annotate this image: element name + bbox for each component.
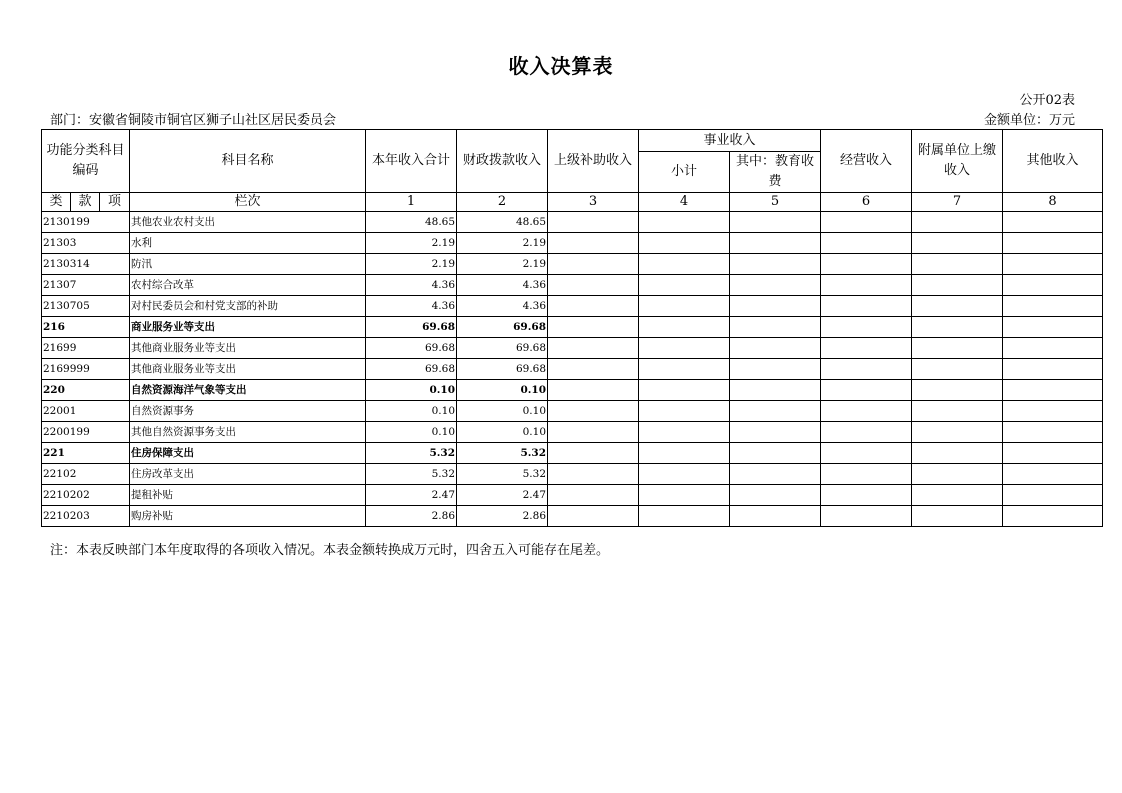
footnote: 注：本表反映部门本年度取得的各项收入情况。本表金额转换成万元时，四舍五入可能存在尾差。: [50, 543, 610, 558]
header-other-income: 其他收入: [1003, 130, 1103, 193]
row-operating-income: [821, 212, 912, 233]
col-num-2: 2: [457, 193, 548, 212]
row-business-subtotal: [639, 422, 730, 443]
row-edu-fees: [730, 443, 821, 464]
row-affiliated-turnover: [912, 380, 1003, 401]
row-business-subtotal: [639, 233, 730, 254]
table-row: [42, 338, 1103, 359]
header-edu-fees: 其中：教育收费: [730, 152, 821, 193]
row-affiliated-turnover: [912, 506, 1003, 527]
row-business-subtotal: [639, 317, 730, 338]
header-business-income: 事业收入: [639, 130, 821, 152]
header-subject-name: 科目名称: [130, 130, 366, 193]
row-affiliated-turnover: [912, 317, 1003, 338]
row-edu-fees: [730, 422, 821, 443]
row-superior-subsidy: [548, 464, 639, 485]
row-other-income: [1003, 233, 1103, 254]
col-num-3: 3: [548, 193, 639, 212]
row-operating-income: [821, 233, 912, 254]
row-affiliated-turnover: [912, 359, 1003, 380]
row-total-income: 69.68: [366, 317, 457, 338]
row-total-income: 2.19: [366, 254, 457, 275]
table-row: [42, 254, 1103, 275]
row-business-subtotal: [639, 464, 730, 485]
row-fiscal-grant: 4.36: [457, 275, 548, 296]
row-total-income: 69.68: [366, 338, 457, 359]
row-code: 2169999: [42, 359, 130, 380]
row-operating-income: [821, 275, 912, 296]
row-affiliated-turnover: [912, 212, 1003, 233]
row-fiscal-grant: 69.68: [457, 338, 548, 359]
table-row: [42, 212, 1103, 233]
row-other-income: [1003, 464, 1103, 485]
page-title: 收入决算表: [508, 54, 614, 78]
row-total-income: 2.86: [366, 506, 457, 527]
row-business-subtotal: [639, 401, 730, 422]
row-fiscal-grant: 69.68: [457, 359, 548, 380]
row-code: 2130314: [42, 254, 130, 275]
row-edu-fees: [730, 254, 821, 275]
row-fiscal-grant: 2.19: [457, 233, 548, 254]
row-subject-name: 对村民委员会和村党支部的补助: [130, 296, 366, 317]
col-num-7: 7: [912, 193, 1003, 212]
row-edu-fees: [730, 506, 821, 527]
row-code: 21307: [42, 275, 130, 296]
row-business-subtotal: [639, 212, 730, 233]
row-edu-fees: [730, 212, 821, 233]
row-total-income: 2.19: [366, 233, 457, 254]
row-subject-name: 其他商业服务业等支出: [130, 338, 366, 359]
row-fiscal-grant: 69.68: [457, 317, 548, 338]
row-business-subtotal: [639, 338, 730, 359]
col-num-5: 5: [730, 193, 821, 212]
row-affiliated-turnover: [912, 233, 1003, 254]
row-edu-fees: [730, 401, 821, 422]
row-superior-subsidy: [548, 380, 639, 401]
row-operating-income: [821, 380, 912, 401]
row-superior-subsidy: [548, 338, 639, 359]
row-business-subtotal: [639, 506, 730, 527]
row-code: 2210203: [42, 506, 130, 527]
row-other-income: [1003, 317, 1103, 338]
row-edu-fees: [730, 338, 821, 359]
row-total-income: 4.36: [366, 296, 457, 317]
row-code: 221: [42, 443, 130, 464]
row-operating-income: [821, 338, 912, 359]
row-business-subtotal: [639, 275, 730, 296]
row-superior-subsidy: [548, 401, 639, 422]
row-subject-name: 其他商业服务业等支出: [130, 359, 366, 380]
header-func-code: 功能分类科目编码: [42, 130, 130, 193]
table-row: [42, 506, 1103, 527]
row-other-income: [1003, 296, 1103, 317]
row-total-income: 2.47: [366, 485, 457, 506]
row-other-income: [1003, 443, 1103, 464]
row-superior-subsidy: [548, 317, 639, 338]
row-other-income: [1003, 212, 1103, 233]
row-other-income: [1003, 506, 1103, 527]
row-subject-name: 商业服务业等支出: [130, 317, 366, 338]
header-operating-income: 经营收入: [821, 130, 912, 193]
row-edu-fees: [730, 380, 821, 401]
row-edu-fees: [730, 485, 821, 506]
row-subject-name: 提租补贴: [130, 485, 366, 506]
row-total-income: 0.10: [366, 380, 457, 401]
row-fiscal-grant: 2.86: [457, 506, 548, 527]
row-operating-income: [821, 506, 912, 527]
header-total-income: 本年收入合计: [366, 130, 457, 193]
row-subject-name: 防汛: [130, 254, 366, 275]
row-total-income: 69.68: [366, 359, 457, 380]
row-subject-name: 购房补贴: [130, 506, 366, 527]
row-superior-subsidy: [548, 296, 639, 317]
row-code: 2130199: [42, 212, 130, 233]
table-row: [42, 443, 1103, 464]
row-code: 2210202: [42, 485, 130, 506]
row-subject-name: 其他自然资源事务支出: [130, 422, 366, 443]
row-other-income: [1003, 485, 1103, 506]
row-superior-subsidy: [548, 359, 639, 380]
row-code: 21303: [42, 233, 130, 254]
table-row: [42, 422, 1103, 443]
row-fiscal-grant: 5.32: [457, 464, 548, 485]
header-lei: 类: [42, 193, 71, 212]
col-num-8: 8: [1003, 193, 1103, 212]
row-business-subtotal: [639, 254, 730, 275]
row-other-income: [1003, 380, 1103, 401]
row-edu-fees: [730, 233, 821, 254]
row-total-income: 48.65: [366, 212, 457, 233]
row-code: 2200199: [42, 422, 130, 443]
row-operating-income: [821, 317, 912, 338]
row-affiliated-turnover: [912, 443, 1003, 464]
col-num-1: 1: [366, 193, 457, 212]
row-fiscal-grant: 48.65: [457, 212, 548, 233]
row-business-subtotal: [639, 380, 730, 401]
row-operating-income: [821, 254, 912, 275]
row-total-income: 0.10: [366, 401, 457, 422]
row-other-income: [1003, 275, 1103, 296]
table-row: [42, 296, 1103, 317]
row-superior-subsidy: [548, 443, 639, 464]
row-fiscal-grant: 0.10: [457, 380, 548, 401]
row-code: 2130705: [42, 296, 130, 317]
table-number: 公开02表: [1019, 93, 1075, 108]
table-row: [42, 401, 1103, 422]
row-superior-subsidy: [548, 212, 639, 233]
row-affiliated-turnover: [912, 422, 1003, 443]
row-subject-name: 其他农业农村支出: [130, 212, 366, 233]
header-xiang: 项: [100, 193, 130, 212]
row-operating-income: [821, 443, 912, 464]
col-num-4: 4: [639, 193, 730, 212]
row-fiscal-grant: 0.10: [457, 422, 548, 443]
row-superior-subsidy: [548, 233, 639, 254]
row-affiliated-turnover: [912, 464, 1003, 485]
row-other-income: [1003, 254, 1103, 275]
row-affiliated-turnover: [912, 254, 1003, 275]
row-operating-income: [821, 464, 912, 485]
row-code: 22001: [42, 401, 130, 422]
header-affiliated-turnover: 附属单位上缴收入: [912, 130, 1003, 193]
row-superior-subsidy: [548, 422, 639, 443]
row-other-income: [1003, 338, 1103, 359]
col-num-6: 6: [821, 193, 912, 212]
row-superior-subsidy: [548, 485, 639, 506]
income-table: [41, 129, 1103, 527]
row-superior-subsidy: [548, 275, 639, 296]
row-fiscal-grant: 2.19: [457, 254, 548, 275]
table-row: [42, 380, 1103, 401]
header-column-order: 栏次: [130, 193, 366, 212]
row-edu-fees: [730, 275, 821, 296]
row-subject-name: 水利: [130, 233, 366, 254]
row-operating-income: [821, 296, 912, 317]
table-row: [42, 359, 1103, 380]
row-code: 220: [42, 380, 130, 401]
row-subject-name: 自然资源海洋气象等支出: [130, 380, 366, 401]
row-subject-name: 自然资源事务: [130, 401, 366, 422]
header-kuan: 款: [71, 193, 100, 212]
row-edu-fees: [730, 359, 821, 380]
table-row: [42, 275, 1103, 296]
row-fiscal-grant: 2.47: [457, 485, 548, 506]
amount-unit-label: 金额单位：万元: [983, 113, 1075, 128]
row-superior-subsidy: [548, 254, 639, 275]
row-affiliated-turnover: [912, 296, 1003, 317]
row-affiliated-turnover: [912, 401, 1003, 422]
row-total-income: 4.36: [366, 275, 457, 296]
row-edu-fees: [730, 464, 821, 485]
row-affiliated-turnover: [912, 275, 1003, 296]
row-business-subtotal: [639, 359, 730, 380]
row-other-income: [1003, 401, 1103, 422]
row-subject-name: 农村综合改革: [130, 275, 366, 296]
row-business-subtotal: [639, 485, 730, 506]
row-edu-fees: [730, 317, 821, 338]
row-edu-fees: [730, 296, 821, 317]
row-subject-name: 住房保障支出: [130, 443, 366, 464]
row-fiscal-grant: 4.36: [457, 296, 548, 317]
department-label: 部门：安徽省铜陵市铜官区狮子山社区居民委员会: [50, 113, 337, 128]
header-subtotal: 小计: [639, 152, 730, 193]
row-operating-income: [821, 401, 912, 422]
row-fiscal-grant: 5.32: [457, 443, 548, 464]
row-code: 216: [42, 317, 130, 338]
row-affiliated-turnover: [912, 338, 1003, 359]
table-row: [42, 317, 1103, 338]
row-subject-name: 住房改革支出: [130, 464, 366, 485]
header-superior-subsidy: 上级补助收入: [548, 130, 639, 193]
row-code: 21699: [42, 338, 130, 359]
row-affiliated-turnover: [912, 485, 1003, 506]
row-operating-income: [821, 422, 912, 443]
table-row: [42, 233, 1103, 254]
row-business-subtotal: [639, 443, 730, 464]
row-fiscal-grant: 0.10: [457, 401, 548, 422]
row-code: 22102: [42, 464, 130, 485]
row-other-income: [1003, 422, 1103, 443]
row-total-income: 0.10: [366, 422, 457, 443]
row-total-income: 5.32: [366, 443, 457, 464]
row-operating-income: [821, 359, 912, 380]
row-other-income: [1003, 359, 1103, 380]
row-operating-income: [821, 485, 912, 506]
header-fiscal-grant: 财政拨款收入: [457, 130, 548, 193]
row-total-income: 5.32: [366, 464, 457, 485]
row-business-subtotal: [639, 296, 730, 317]
table-row: [42, 464, 1103, 485]
table-row: [42, 485, 1103, 506]
row-superior-subsidy: [548, 506, 639, 527]
